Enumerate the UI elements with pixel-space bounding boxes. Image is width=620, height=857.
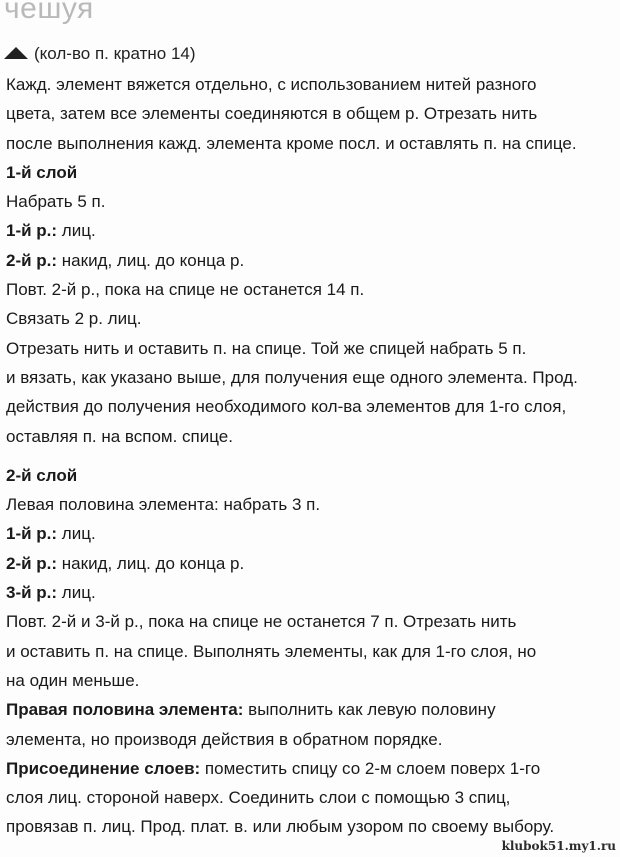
layer2-row3 bbox=[6, 578, 612, 607]
intro-line: после выполнения кажд. элемента кроме посл. и оставлять п. на спице. bbox=[6, 133, 577, 153]
joining-label: Присоединение слоев: bbox=[6, 758, 201, 778]
triangle-icon bbox=[4, 47, 28, 59]
right-half-text: выполнить как левую половину bbox=[243, 700, 496, 720]
layer1-row2 bbox=[6, 246, 612, 275]
page-title: чешуя bbox=[4, 0, 94, 25]
joining-text: поместить спицу со 2-м слоем поверх 1-го bbox=[200, 758, 541, 778]
layer1-continue-line: действия до получения необходимого кол-ва элементов для 1-го слоя, bbox=[6, 397, 567, 417]
right-half-label: Правая половина элемента: bbox=[6, 700, 244, 720]
stitch-multiple-text: (кол-во п. кратно 14) bbox=[34, 44, 196, 63]
layer2-repeat-line: Повт. 2-й и 3-й р., пока на спице не останется 7 п. Отрезать нить bbox=[6, 612, 517, 632]
layer1-row1 bbox=[6, 216, 612, 245]
row-label: 3-й р.: bbox=[6, 583, 58, 603]
intro-line: Кажд. элемент вяжется отдельно, с использованием нитей разного bbox=[6, 75, 537, 94]
row-text: накид, лиц. до конца р. bbox=[57, 250, 245, 270]
layer1-repeat: Повт. 2-й р., пока на спице не останется 14 п. bbox=[6, 280, 365, 300]
layer2-left-half: Левая половина элемента: набрать 3 п. bbox=[6, 495, 321, 515]
site-watermark: klubok51.my1.ru bbox=[501, 839, 616, 853]
row-text: лиц. bbox=[57, 221, 96, 241]
layer1-heading: 1-й слой bbox=[6, 162, 78, 182]
layer1-cast-on: Набрать 5 п. bbox=[6, 192, 106, 212]
joining-line bbox=[6, 754, 612, 783]
layer2-heading: 2-й слой bbox=[6, 465, 78, 485]
layer2-row1 bbox=[6, 519, 612, 548]
layer1-continue-line: и вязать, как указано выше, для получения еще одного элемента. Прод. bbox=[6, 367, 578, 387]
row-label: 1-й р.: bbox=[6, 524, 58, 544]
row-label: 2-й р.: bbox=[6, 553, 58, 573]
right-half-line: элемента, но производя действия в обратном порядке. bbox=[6, 729, 443, 749]
section-spacer bbox=[6, 451, 612, 461]
row-text: лиц. bbox=[57, 524, 96, 544]
row-label: 2-й р.: bbox=[6, 250, 58, 270]
instructions-body bbox=[6, 70, 612, 842]
row-text: лиц. bbox=[57, 583, 96, 603]
joining-line: провязав п. лиц. Прод. плат. в. или любым узором по своему выбору. bbox=[6, 817, 555, 837]
layer2-repeat-line: на один меньше. bbox=[6, 670, 140, 690]
stitch-multiple-note bbox=[4, 44, 196, 64]
layer1-continue-line: Отрезать нить и оставить п. на спице. Той же спицей набрать 5 п. bbox=[6, 338, 527, 358]
layer2-row2 bbox=[6, 549, 612, 578]
layer1-continue-line: оставляя п. на вспом. спице. bbox=[6, 426, 233, 446]
row-label: 1-й р.: bbox=[6, 221, 58, 241]
intro-line: цвета, затем все элементы соединяются в общем р. Отрезать нить bbox=[6, 104, 538, 124]
joining-line: слоя лиц. стороной наверх. Соединить слои с помощью 3 спиц, bbox=[6, 788, 511, 808]
layer2-repeat-line: и оставить п. на спице. Выполнять элементы, как для 1-го слоя, но bbox=[6, 641, 537, 661]
layer1-knit-two: Связать 2 р. лиц. bbox=[6, 309, 142, 329]
right-half-line bbox=[6, 695, 612, 724]
row-text: накид, лиц. до конца р. bbox=[57, 553, 245, 573]
